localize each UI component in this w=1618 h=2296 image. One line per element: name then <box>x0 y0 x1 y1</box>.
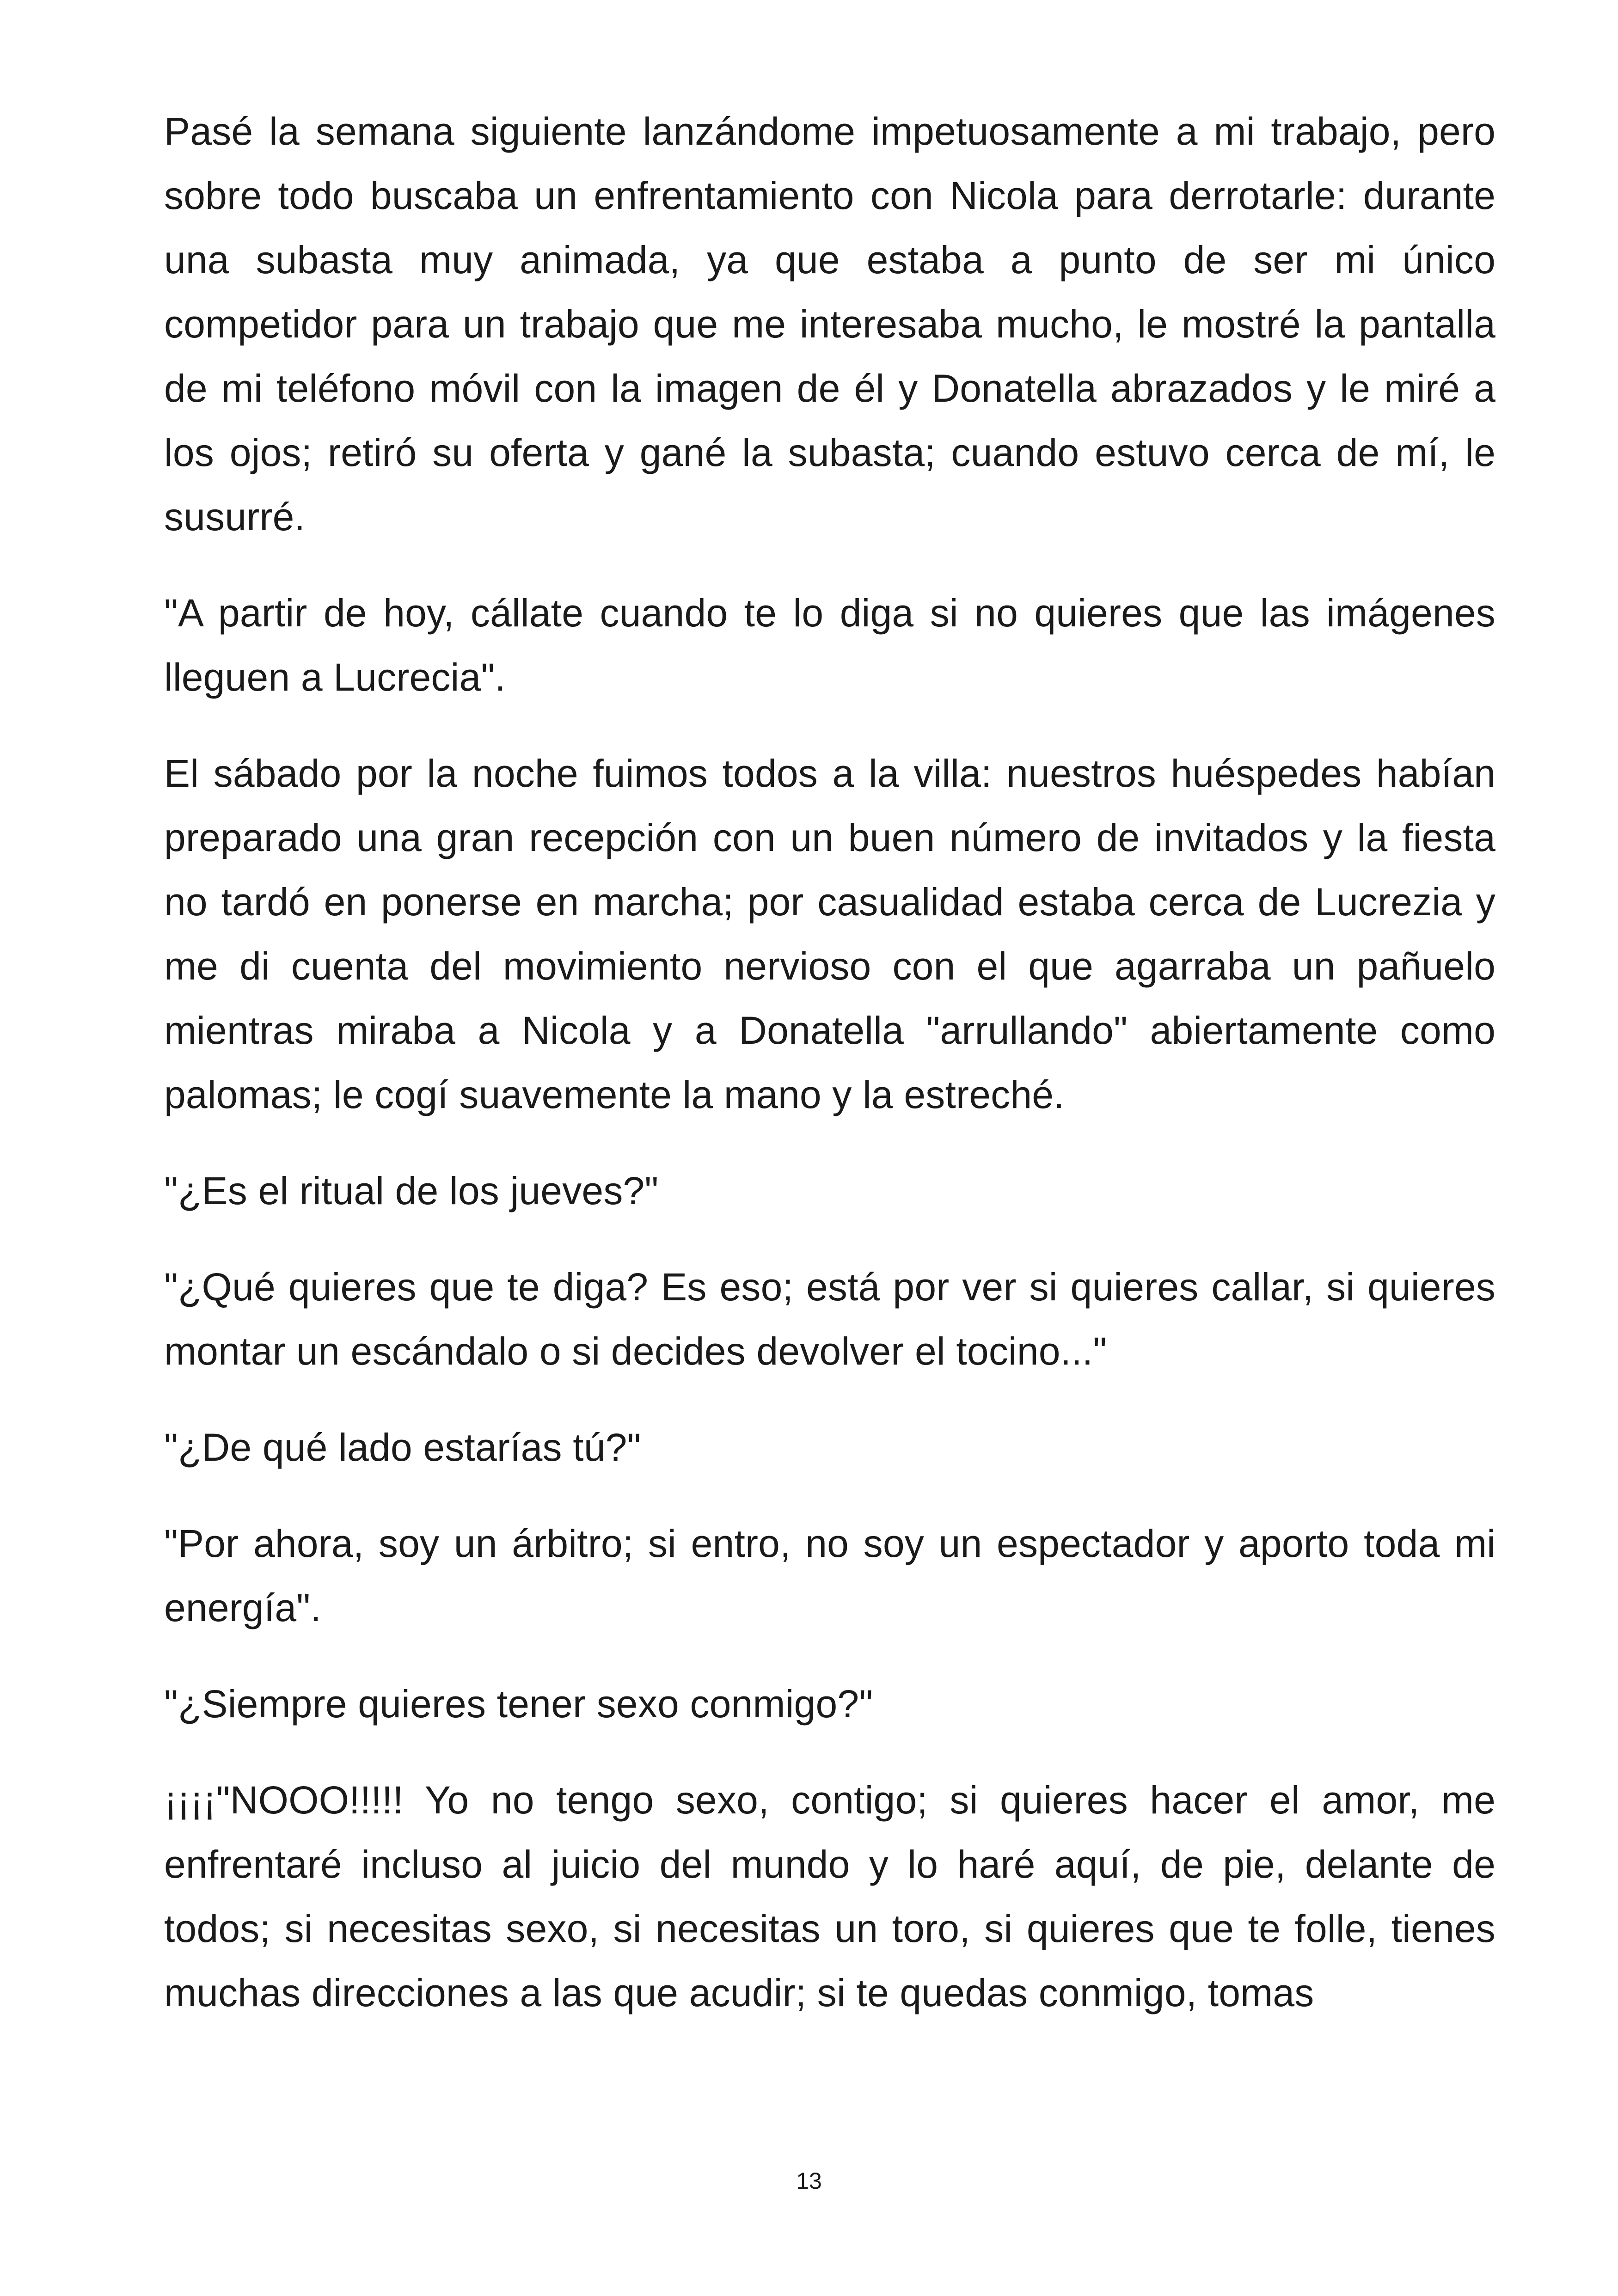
paragraph-7: "Por ahora, soy un árbitro; si entro, no soy un espectador y aporto toda mi energía". <box>164 1522 1495 1629</box>
paragraph-2: "A partir de hoy, cállate cuando te lo diga si no quieres que las imágenes lleguen a Lucrecia". <box>164 591 1495 699</box>
body-text <box>164 99 1495 2057</box>
paragraph-8: "¿Siempre quieres tener sexo conmigo?" <box>164 1682 873 1726</box>
paragraph-9: ¡¡¡¡"NOOO!!!!! Yo no tengo sexo, contigo; si quieres hacer el amor, me enfrentaré incluso al juicio del mundo y lo haré aquí, de pie, delante de todos; si necesitas sexo, si necesitas un toro, si quieres que te folle, tienes muchas direcciones a las que acudir; si te quedas conmigo, tomas <box>164 1778 1495 2014</box>
paragraph-5: "¿Qué quieres que te diga? Es eso; está por ver si quieres callar, si quieres montar un escándalo o si decides devolver el tocino..." <box>164 1265 1495 1373</box>
paragraph-4: "¿Es el ritual de los jueves?" <box>164 1169 659 1212</box>
paragraph-1: Pasé la semana siguiente lanzándome impetuosamente a mi trabajo, pero sobre todo buscaba un enfrentamiento con Nicola para derrotarle: durante una subasta muy animada, ya que estaba a punto de ser mi único competidor para un trabajo que me interesaba mucho, le mostré la pantalla de mi teléfono móvil con la imagen de él y Donatella abrazados y le miré a los ojos; retiró su oferta y gané la subasta; cuando estuvo cerca de mí, le susurré. <box>164 110 1495 539</box>
paragraph-3: El sábado por la noche fuimos todos a la villa: nuestros huéspedes habían preparado una gran recepción con un buen número de invitados y la fiesta no tardó en ponerse en marcha; por casualidad estaba cerca de Lucrezia y me di cuenta del movimiento nervioso con el que agarraba un pañuelo mientras miraba a Nicola y a Donatella "arrullando" abiertamente como palomas; le cogí suavemente la mano y la estreché. <box>164 752 1495 1116</box>
paragraph-6: "¿De qué lado estarías tú?" <box>164 1426 641 1469</box>
page-number: 13 <box>796 2168 822 2194</box>
